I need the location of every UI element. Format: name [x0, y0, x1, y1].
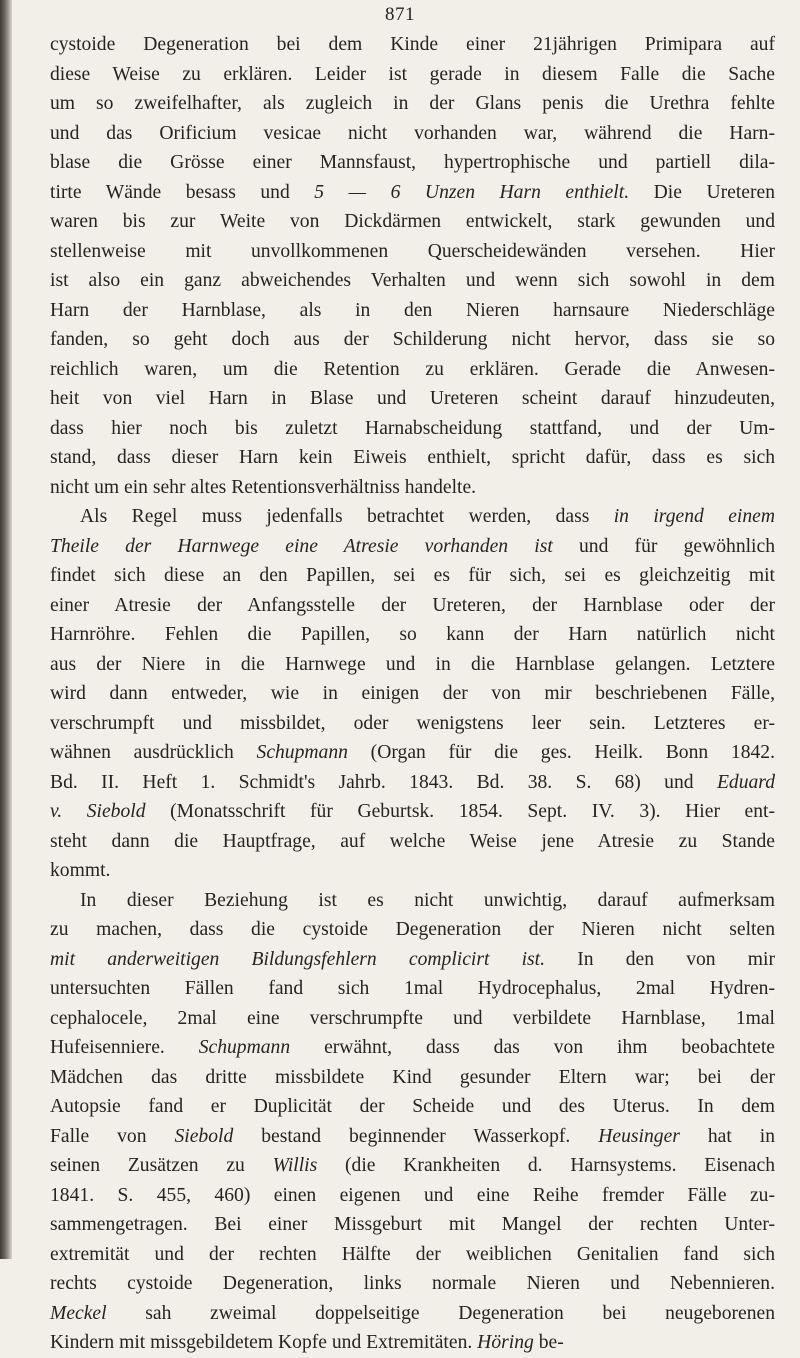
paragraph	[50, 886, 775, 1358]
text-line	[50, 119, 775, 149]
text-line	[50, 355, 775, 385]
text-run: hat in	[679, 1125, 775, 1147]
text-run: reichlich waren, um die Retention zu erklären. Gerade die Anwesen-	[50, 358, 775, 380]
italic-text: v. Siebold	[50, 801, 146, 822]
text-line	[50, 1033, 775, 1063]
text-run: blase die Grösse einer Mannsfaust, hypertrophische und partiell dila-	[50, 152, 775, 173]
text-run: cephalocele, 2mal eine verschrumpfte und verbildete Harnblase, 1mal	[50, 1007, 775, 1029]
text-line	[50, 1122, 775, 1152]
italic-text: mit anderweitigen Bildungsfehlern complicirt ist.	[50, 948, 546, 970]
text-run: waren bis zur Weite von Dickdärmen entwickelt, stark gewunden und	[50, 211, 775, 232]
text-run: einer Atresie der Anfangsstelle der Ureteren, der Harnblase oder der	[50, 594, 775, 616]
text-run: Mädchen das dritte missbildete Kind gesunder Eltern war; bei der	[50, 1066, 775, 1088]
text-line	[50, 974, 775, 1004]
text-run: (Organ für die ges. Heilk. Bonn 1842.	[347, 742, 775, 763]
text-line	[50, 1151, 775, 1181]
text-run: Falle von	[50, 1125, 175, 1147]
text-run: In dieser Beziehung ist es nicht unwichtig, darauf aufmerksam	[80, 889, 775, 911]
italic-text: Theile der Harnwege eine Atresie vorhanden ist	[50, 535, 553, 557]
text-run: be-	[533, 1332, 564, 1353]
text-line	[50, 443, 775, 473]
text-line	[50, 178, 775, 208]
text-run: (Monatsschrift für Geburtsk. 1854. Sept. IV. 3). Hier ent-	[145, 801, 776, 822]
text-run: Autopsie fand er Duplicität der Scheide und des Uterus. In dem	[50, 1096, 775, 1117]
text-line	[50, 532, 775, 562]
text-line	[50, 1004, 775, 1034]
text-line	[50, 266, 775, 296]
text-run: nicht um ein sehr altes Retentionsverhältniss handelte.	[50, 476, 477, 498]
text-line	[50, 738, 775, 768]
italic-text: in irgend einem	[613, 506, 775, 527]
text-line	[50, 1328, 775, 1358]
text-line	[50, 148, 775, 178]
italic-text: 5 — 6 Unzen Harn enthielt.	[314, 181, 630, 203]
text-line	[50, 1210, 775, 1240]
text-run: ist also ein ganz abweichendes Verhalten und wenn sich sowohl in dem	[50, 270, 775, 291]
text-run: kommt.	[50, 860, 111, 881]
text-run: Harn der Harnblase, als in den Nieren harnsaure Niederschläge	[50, 299, 775, 321]
page-binding-edge	[0, 0, 12, 1259]
text-run: dass hier noch bis zuletzt Harnabscheidung stattfand, und der Um-	[50, 417, 775, 439]
text-run: In den von mir	[545, 948, 775, 970]
text-run: extremität und der rechten Hälfte der weiblichen Genitalien fand sich	[50, 1243, 775, 1265]
text-line	[50, 709, 775, 739]
text-line	[50, 89, 775, 119]
text-run: um so zweifelhafter, als zugleich in der Glans penis die Urethra fehlte	[50, 93, 775, 114]
text-run: findet sich diese an den Papillen, sei es für sich, sei es gleichzeitig mit	[50, 565, 775, 586]
italic-text: Heusinger	[598, 1125, 680, 1147]
text-line	[50, 473, 775, 503]
text-line	[50, 886, 775, 916]
text-line	[50, 827, 775, 857]
text-line	[50, 502, 775, 532]
text-line	[50, 325, 775, 355]
text-line	[50, 1240, 775, 1270]
text-run: Als Regel muss jedenfalls betrachtet werden, dass	[80, 506, 614, 527]
paragraph	[50, 502, 775, 886]
text-run: stellenweise mit unvollkommenen Querscheidewänden versehen. Hier	[50, 240, 775, 262]
text-run: aus der Niere in die Harnwege und in die Harnblase gelangen. Letztere	[50, 653, 775, 675]
text-line	[50, 679, 775, 709]
text-line	[50, 768, 775, 798]
paragraph	[50, 30, 775, 502]
text-line	[50, 915, 775, 945]
text-run: Bd. II. Heft 1. Schmidt's Jahrb. 1843. Bd. 38. S. 68) und	[50, 771, 717, 793]
text-line	[50, 591, 775, 621]
text-line	[50, 60, 775, 90]
text-line	[50, 1299, 775, 1329]
italic-text: Schupmann	[256, 742, 348, 763]
text-run: und das Orificium vesicae nicht vorhanden war, während die Harn-	[50, 122, 775, 144]
text-line	[50, 1269, 775, 1299]
text-line	[50, 856, 775, 886]
text-line	[50, 414, 775, 444]
text-line	[50, 237, 775, 267]
text-run: steht dann die Hauptfrage, auf welche Weise jene Atresie zu Stande	[50, 830, 775, 852]
text-line	[50, 1181, 775, 1211]
italic-text: Willis	[272, 1155, 318, 1176]
text-run: stand, dass dieser Harn kein Eiweis enthielt, spricht dafür, dass es sich	[50, 447, 775, 468]
text-run: diese Weise zu erklären. Leider ist gerade in diesem Falle die Sache	[50, 63, 775, 85]
text-run: Hufeisenniere.	[50, 1037, 199, 1058]
text-run: verschrumpft und missbildet, oder wenigstens leer sein. Letzteres er-	[50, 712, 775, 734]
text-line	[50, 797, 775, 827]
text-line	[50, 207, 775, 237]
text-run: cystoide Degeneration bei dem Kinde einer 21jährigen Primipara auf	[50, 34, 775, 55]
text-run: Kindern mit missgebildetem Kopfe und Extremitäten.	[50, 1332, 478, 1353]
text-run: (die Krankheiten d. Harnsystems. Eisenach	[317, 1155, 775, 1176]
text-line	[50, 296, 775, 326]
italic-text: Höring	[477, 1332, 534, 1353]
text-run: Harnröhre. Fehlen die Papillen, so kann der Harn natürlich nicht	[50, 624, 775, 645]
text-run: fanden, so geht doch aus der Schilderung nicht hervor, dass sie so	[50, 329, 775, 350]
text-run: sah zweimal doppelseitige Degeneration bei neugeborenen	[106, 1302, 775, 1324]
text-run: rechts cystoide Degeneration, links normale Nieren und Nebennieren.	[50, 1273, 775, 1294]
italic-text: Eduard	[716, 771, 775, 793]
text-run: seinen Zusätzen zu	[50, 1155, 273, 1176]
text-run: bestand beginnender Wasserkopf.	[233, 1125, 599, 1147]
page-number: 871	[385, 4, 415, 25]
text-line	[50, 945, 775, 975]
text-run: untersuchten Fällen fand sich 1mal Hydrocephalus, 2mal Hydren-	[50, 978, 775, 999]
text-run: und für gewöhnlich	[552, 535, 775, 557]
text-line	[50, 1092, 775, 1122]
text-run: wähnen ausdrücklich	[50, 742, 257, 763]
text-line	[50, 30, 775, 60]
italic-text: Schupmann	[198, 1037, 291, 1058]
italic-text: Meckel	[50, 1302, 107, 1324]
text-run: zu machen, dass die cystoide Degeneration der Nieren nicht selten	[50, 919, 775, 940]
body-text	[50, 30, 775, 1358]
text-line	[50, 384, 775, 414]
text-line	[50, 650, 775, 680]
text-run: tirte Wände besass und	[50, 181, 315, 203]
text-run: erwähnt, dass das von ihm beobachtete	[290, 1037, 776, 1058]
text-run: heit von viel Harn in Blase und Ureteren scheint darauf hinzudeuten,	[50, 388, 775, 409]
text-run: 1841. S. 455, 460) einen eigenen und eine Reihe fremder Fälle zu-	[50, 1184, 775, 1206]
text-run: wird dann entweder, wie in einigen der von mir beschriebenen Fälle,	[50, 683, 775, 704]
text-line	[50, 561, 775, 591]
text-line	[50, 1063, 775, 1093]
text-run: Die Ureteren	[629, 181, 776, 203]
italic-text: Siebold	[174, 1125, 234, 1147]
text-line	[50, 620, 775, 650]
text-run: sammengetragen. Bei einer Missgeburt mit Mangel der rechten Unter-	[50, 1214, 775, 1235]
